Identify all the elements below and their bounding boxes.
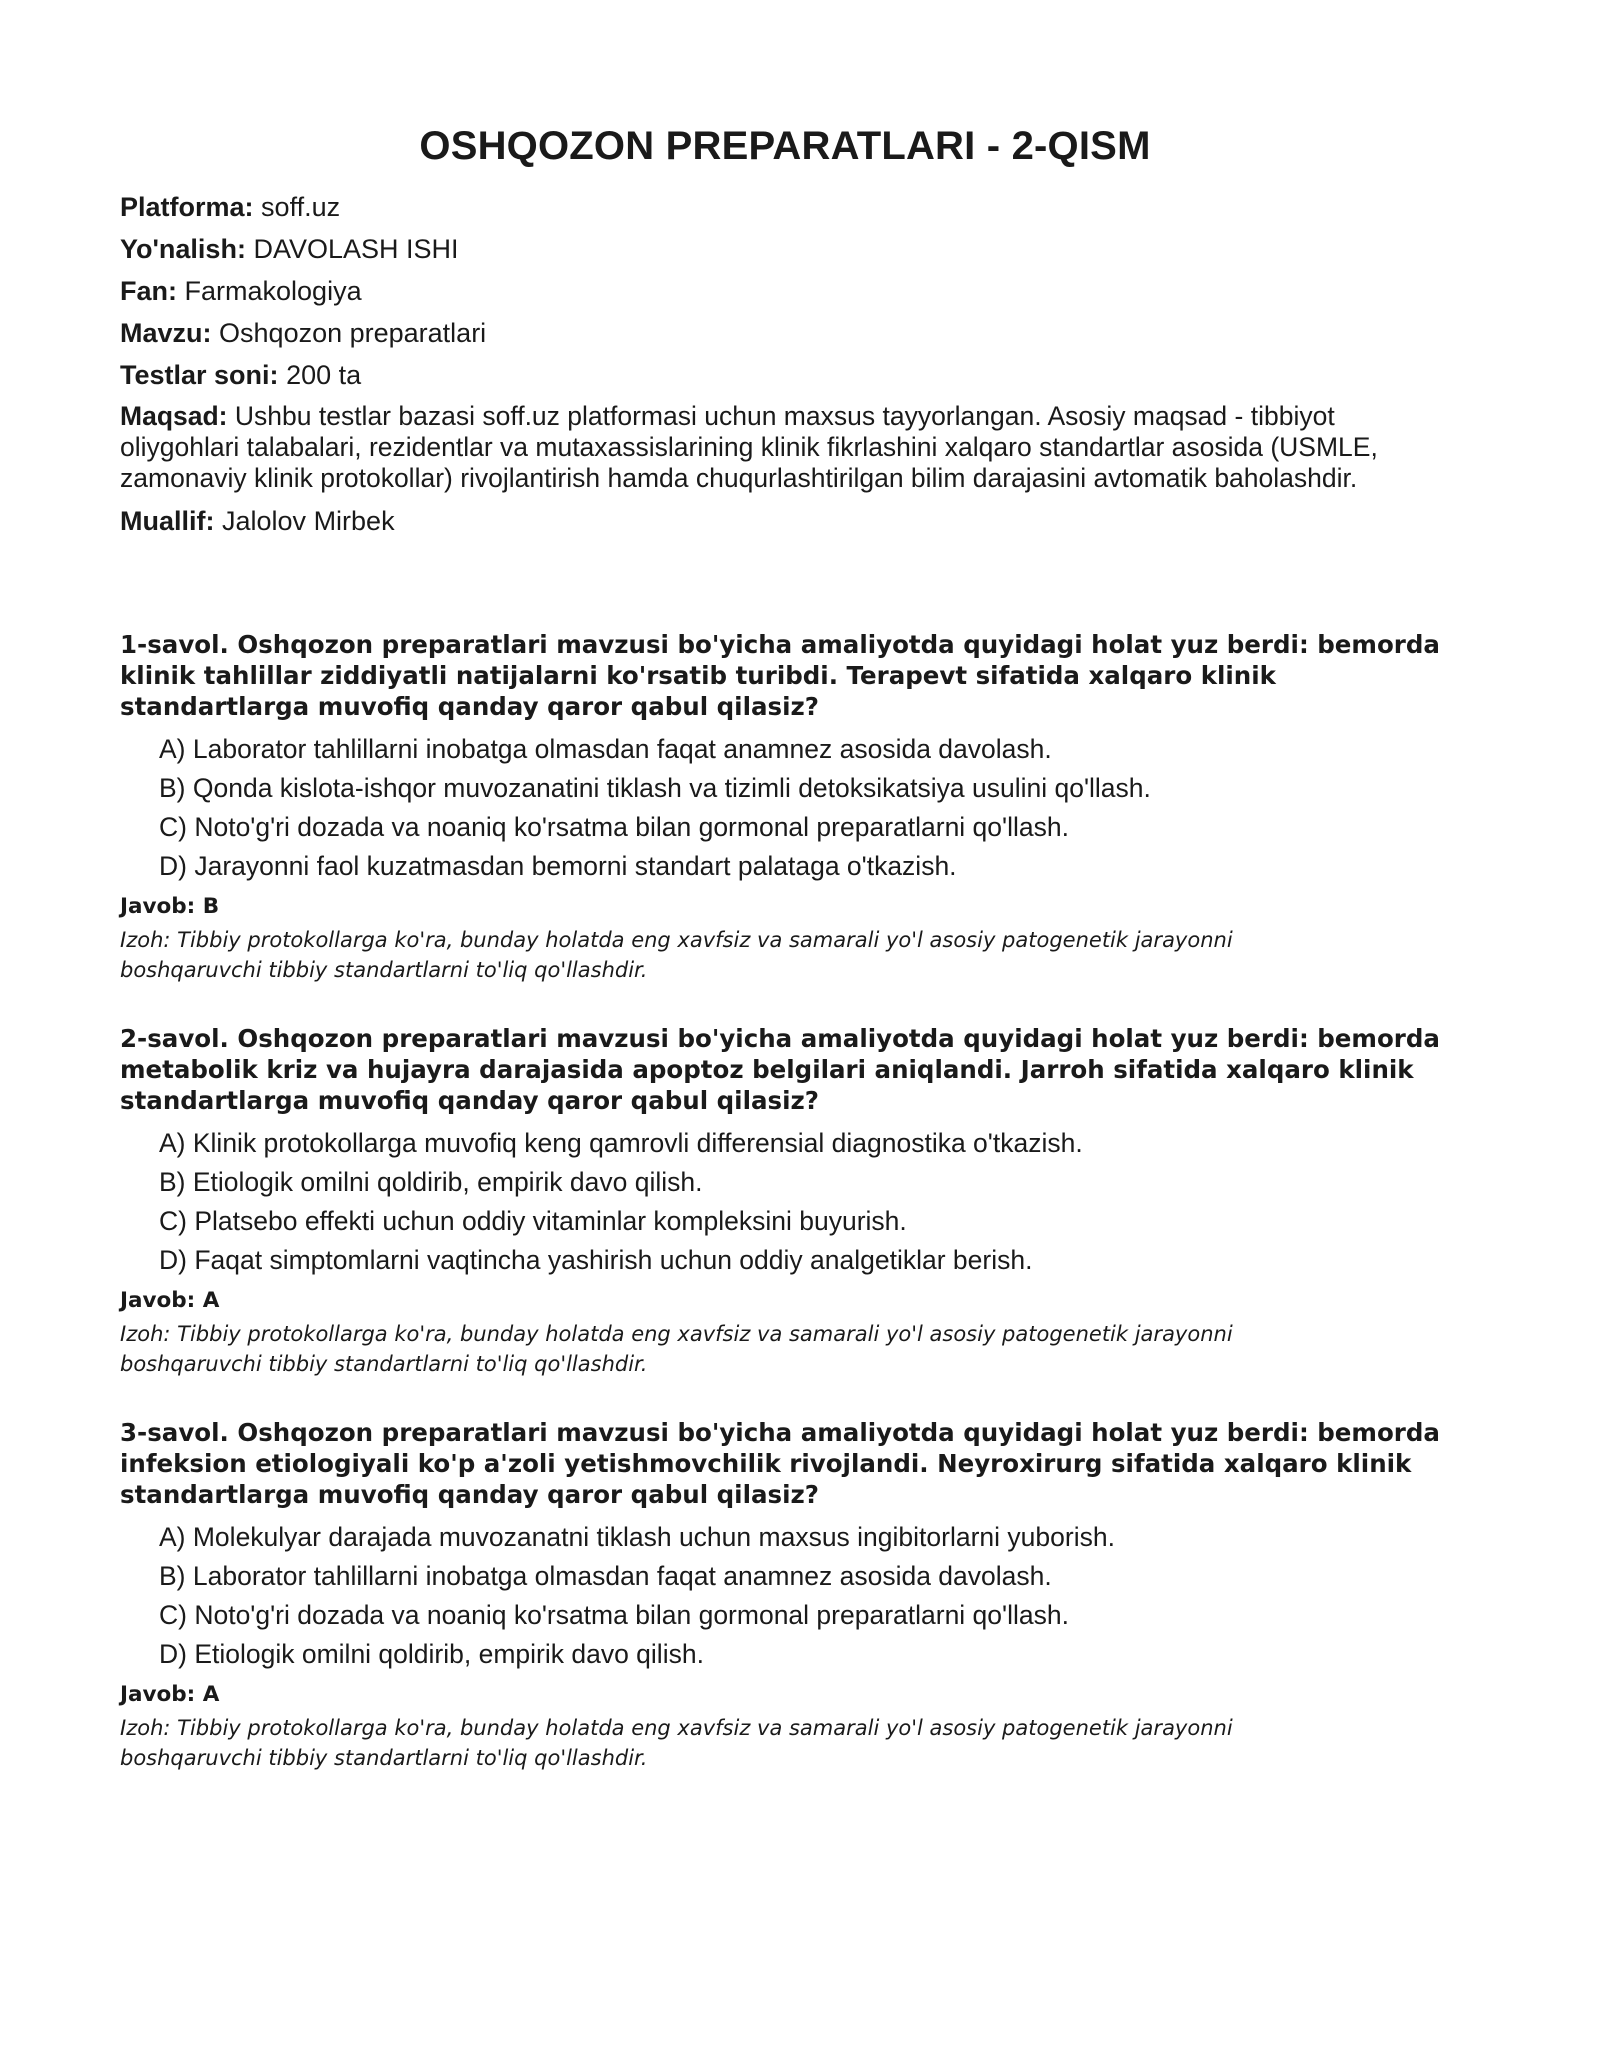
meta-label: Testlar soni: (120, 360, 279, 390)
answer-explanation: Izoh: Tibbiy protokollarga ko'ra, bunday holatda eng xavfsiz va samarali yo'l asosiy patogenetik jarayonni boshqaruvchi tibbiy standartlarni to'liq qo'llashdir. (120, 1322, 1233, 1376)
correct-answer: Javob: B (120, 894, 220, 919)
meta-value: soff.uz (261, 192, 341, 222)
option-b: B) Laborator tahlillarni inobatga olmasdan faqat anamnez asosida davolash. (159, 1561, 1052, 1591)
meta-label: Yo'nalish: (120, 234, 246, 264)
question-text: 3-savol. Oshqozon preparatlari mavzusi bo'yicha amaliyotda quyidagi holat yuz berdi: bemorda infeksion etiologiyali ko'p a'zoli yetishmovchilik rivojlandi. Neyroxirurg sifatida xalqaro klinik standartlarga muvofiq qanday qaror qabul qilasiz? (120, 1418, 1440, 1509)
meta-test-count (120, 359, 1450, 391)
meta-label: Maqsad: (120, 401, 228, 431)
option-c: C) Noto'g'ri dozada va noaniq ko'rsatma bilan gormonal preparatlarni qo'llash. (159, 812, 1069, 842)
meta-label: Mavzu: (120, 318, 212, 348)
option-a: A) Molekulyar darajada muvozanatni tiklash uchun maxsus ingibitorlarni yuborish. (159, 1522, 1115, 1552)
answer-options (159, 1522, 1450, 1670)
option-d: D) Etiologik omilni qoldirib, empirik davo qilish. (159, 1639, 704, 1669)
meta-value: Oshqozon preparatlari (219, 318, 487, 348)
meta-label: Platforma: (120, 192, 254, 222)
meta-topic (120, 317, 1450, 349)
meta-value: DAVOLASH ISHI (253, 234, 459, 264)
meta-direction (120, 233, 1450, 265)
option-c: C) Noto'g'ri dozada va noaniq ko'rsatma bilan gormonal preparatlarni qo'llash. (159, 1600, 1069, 1630)
option-b: B) Etiologik omilni qoldirib, empirik davo qilish. (159, 1167, 703, 1197)
meta-author (120, 505, 1450, 537)
option-d: D) Jarayonni faol kuzatmasdan bemorni standart palataga o'tkazish. (159, 851, 957, 881)
question-text: 1-savol. Oshqozon preparatlari mavzusi bo'yicha amaliyotda quyidagi holat yuz berdi: bemorda klinik tahlillar ziddiyatli natijalarni ko'rsatib turibdi. Terapevt sifatida xalqaro klinik standartlarga muvofiq qanday qaror qabul qilasiz? (120, 630, 1440, 721)
option-a: A) Klinik protokollarga muvofiq keng qamrovli differensial diagnostika o'tkazish. (159, 1128, 1083, 1158)
option-c: C) Platsebo effekti uchun oddiy vitaminlar kompleksini buyurish. (159, 1206, 907, 1236)
question-item (120, 1023, 1450, 1379)
answer-options (159, 734, 1450, 882)
document-title: OSHQOZON PREPARATLARI - 2-QISM (419, 124, 1151, 168)
meta-purpose (120, 401, 1450, 494)
meta-value: Ushbu testlar bazasi soff.uz platformasi uchun maxsus tayyorlangan. Asosiy maqsad - tibbiyot oliygohlari talabalari, rezidentlar va mutaxassislarining klinik fikrlashini xalqaro standartlar asosida (USMLE, zamonaviy klinik protokollar) rivojlantirish hamda chuqurlashtirilgan bilim darajasini avtomatik baholashdir. (120, 401, 1378, 493)
option-a: A) Laborator tahlillarni inobatga olmasdan faqat anamnez asosida davolash. (159, 734, 1052, 764)
meta-value: Jalolov Mirbek (222, 506, 395, 536)
answer-options (159, 1128, 1450, 1276)
question-item (120, 1417, 1450, 1773)
meta-value: Farmakologiya (184, 276, 362, 306)
meta-label: Fan: (120, 276, 177, 306)
meta-value: 200 ta (286, 360, 362, 390)
correct-answer: Javob: A (120, 1682, 220, 1707)
answer-explanation: Izoh: Tibbiy protokollarga ko'ra, bunday holatda eng xavfsiz va samarali yo'l asosiy patogenetik jarayonni boshqaruvchi tibbiy standartlarni to'liq qo'llashdir. (120, 1716, 1233, 1770)
question-text: 2-savol. Oshqozon preparatlari mavzusi bo'yicha amaliyotda quyidagi holat yuz berdi: bemorda metabolik kriz va hujayra darajasida apoptoz belgilari aniqlandi. Jarroh sifatida xalqaro klinik standartlarga muvofiq qanday qaror qabul qilasiz? (120, 1024, 1440, 1115)
option-d: D) Faqat simptomlarni vaqtincha yashirish uchun oddiy analgetiklar berish. (159, 1245, 1033, 1275)
correct-answer: Javob: A (120, 1288, 220, 1313)
meta-subject (120, 275, 1450, 307)
question-list (120, 629, 1450, 1773)
meta-label: Muallif: (120, 506, 215, 536)
meta-platform (120, 191, 1450, 223)
document-page (120, 0, 1450, 1811)
answer-explanation: Izoh: Tibbiy protokollarga ko'ra, bunday holatda eng xavfsiz va samarali yo'l asosiy patogenetik jarayonni boshqaruvchi tibbiy standartlarni to'liq qo'llashdir. (120, 928, 1233, 982)
option-b: B) Qonda kislota-ishqor muvozanatini tiklash va tizimli detoksikatsiya usulini qo'llash. (159, 773, 1151, 803)
document-meta (120, 191, 1450, 537)
question-item (120, 629, 1450, 985)
